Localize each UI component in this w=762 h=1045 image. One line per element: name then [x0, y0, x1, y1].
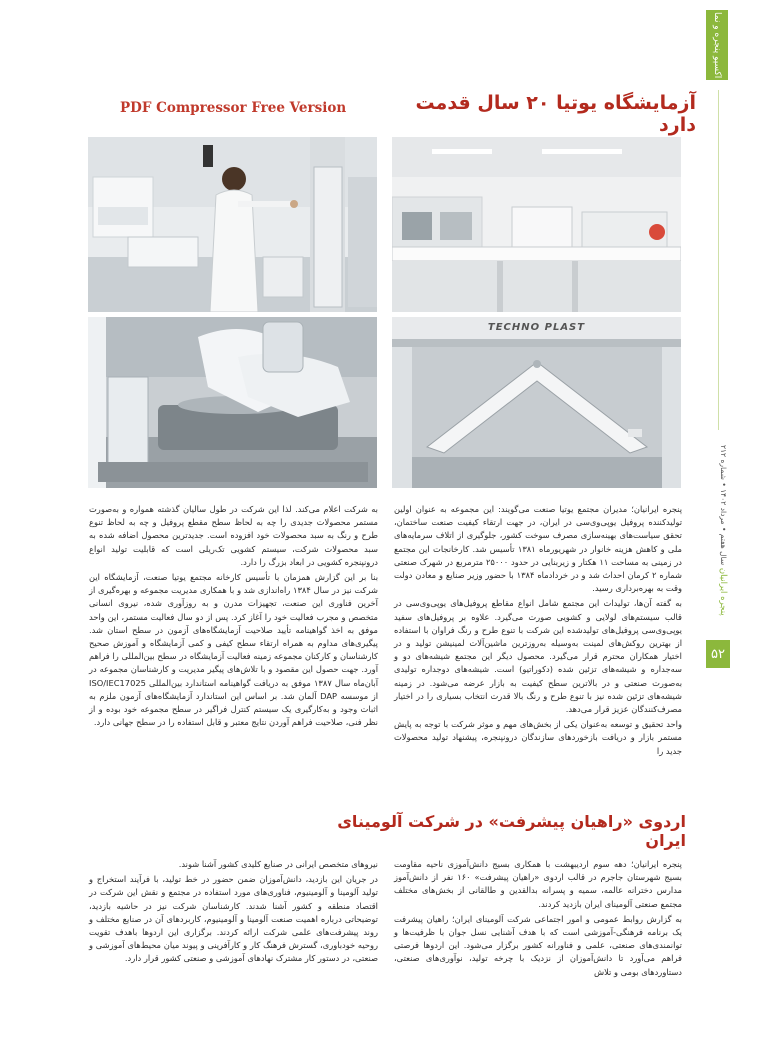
photo-sample-weighing: [88, 317, 377, 488]
lab-room-illustration: [392, 137, 681, 312]
paragraph: پنجره ایرانیان؛ دهه سوم اردیبهشت با همکاری بسیج دانش‌آموزی ناحیه مقاومت بسیج شهرستان جاجرم در قالب اردوی «راهیان پیشرفت» ۱۶۰ نفر از دانش‌آموز مدارس دخترانه عالمه، سمیه و پسرانه بدالقدین و طالقانی از بخش‌های مختلف مجتمع صنعتی آلومینای ایران بازدید کردند.: [394, 859, 682, 909]
paragraph: واحد تحقیق و توسعه به‌عنوان یکی از بخش‌های مهم و موثر شرکت با توجه به پایش مستمر بازار و دریافت بازخوردهای سازندگان درونپنجره، پیشنهاد تولید محصولات جدید را: [394, 719, 682, 756]
article2-right-column: [394, 858, 682, 981]
paragraph: در جریان این بازدید، دانش‌آموزان ضمن حضور در خط تولید، با فرآیند استخراج و تولید آلومینا و آلومینیوم، فناوری‌های مورد استفاده در مجتمع و نقش این شرکت در اقتصاد منطقه و کشور آشنا شدند. کارشناسان شرکت نیز در حاشیه بازدید، توضیحاتی درباره اهمیت صنعت آلومینا و آلومینیوم، کاربردهای آن در صنایع مختلف و روند پیشرفت‌های علمی شرکت ارائه کردند. برگزاری این اردوها باهدف تقویت روحیه خودباوری، گسترش فرهنگ کار و کارآفرینی و پیوند میان محیط‌های آموزشی و صنعتی، در دستور کار مشترک نهادهای آموزشی و صنعتی کشور قرار دارد.: [89, 874, 378, 964]
article2-left-column: [89, 858, 378, 968]
article1-title: آزمایشگاه یوتیا ۲۰ سال قدمت دارد: [415, 92, 696, 136]
article1-right-column: [394, 503, 682, 760]
watermark-text: PDF Compressor Free Version: [120, 100, 347, 116]
paragraph: نیروهای متخصص ایرانی در صنایع کلیدی کشور آشنا شوند.: [178, 859, 378, 869]
photo-lab-room: [392, 137, 681, 312]
paragraph: به گفته آن‌ها، تولیدات این مجتمع شامل انواع مقاطع پروفیل‌های یوپی‌وی‌سی در قالب سیستم‌های لولایی و کشویی صورت می‌گیرد. علاوه بر پروفیل‌های سفید یوپی‌وی‌سی پروفیل‌های تولیدشده این شرکت با تنوع طرح و رنگ فراوان با استفاده از بهترین روکش‌های لمینت به‌وسیله به‌روزترین ماشین‌آلات لمینیشن تولید و در اختیار همکاران محترم قرار می‌گیرد. محصول دیگر این مجتمع شیشه‌های دو و سه‌جداره و شیشه‌های تزئین شده (دکوراتیو) است. شیشه‌های دوجداره تولیدی به‌صورت صنعتی و در بالاترین سطح کیفیت به بازار عرضه می‌شود. در زمینه شیشه‌های تزئین شده نیز با تنوع طرح و رنگ بالا قدرت انتخاب بسیاری را در اختیار مصرف‌کنندگان عزیز قرار می‌دهد.: [394, 598, 682, 715]
sidebar-divider: [718, 90, 719, 430]
profile-frame-illustration: [392, 317, 681, 488]
magazine-strip: [707, 430, 729, 630]
section-tab: اکسپو پنجره و نما: [706, 10, 728, 80]
paragraph: به گزارش روابط عمومی و امور اجتماعی شرکت آلومینای ایران؛ راهیان پیشرفت یک برنامه فرهنگی-آموزشی است که با هدف آشنایی نسل جوان با ظرفیت‌ها و توانمندی‌های صنعتی، علمی و فناورانه کشور برگزار می‌شود. این اردوها فرصتی فراهم می‌آورد تا دانش‌آموزان از نزدیک با چرخه تولید، نوآوری‌های صنعتی، دستاوردهای بومی و تلاش: [394, 913, 682, 977]
page-number: ۵۲: [706, 640, 730, 668]
lab-scientist-illustration: [88, 137, 377, 312]
weighing-illustration: [88, 317, 377, 488]
photo-profile-frame: [392, 317, 681, 488]
paragraph: به شرکت اعلام می‌کند. لذا این شرکت در طول سالیان گذشته همواره و به‌صورت مستمر محصولات جدیدی را چه به لحاظ سطح مقطع پروفیل و چه به لحاظ تنوع طرح و رنگ به سبد محصولات خود افزوده است. جدیدترین محصول اضافه شده به سبد محصولات شرکت، سیستم کشویی تک‌ریلی است که قابلیت تولید انواع درونپنجره کشویی در ابعاد بزرگ را دارد.: [89, 504, 378, 567]
article1-left-column: [89, 503, 378, 731]
paragraph: پنجره ایرانیان؛ مدیران مجتمع یوتیا صنعت می‌گویند: این مجموعه به عنوان اولین تولیدکننده پروفیل یوپی‌وی‌سی در ایران، در جهت ارتقاء کیفیت صنعت ساختمان، تحقق سیاست‌های بهینه‌سازی مصرف سوخت کشور، جلوگیری از اتلاف سرمایه‌های ملی و کاهش هزینه خانوار در شهریورماه ۱۳۸۱ تأسیس شد. کارخانجات این مجتمع در زمینی به مساحت ۱۱ هکتار و زیربنایی در حدود ۲۵۰۰۰ مترمربع در شهرک صنعتی شماره ۲ کرمان احداث شد و در خردادماه ۱۳۸۴ با حضور وزیر صنایع و معادن دولت وقت به بهره‌برداری رسید.: [394, 504, 683, 594]
techno-plast-brand: TECHNO PLAST: [487, 322, 586, 333]
article2-title: اردوی «راهیان پیشرفت» در شرکت آلومینای ایران: [337, 812, 686, 850]
magazine-name: پنجره ایرانیان: [718, 567, 728, 616]
paragraph: بنا بر این گزارش همزمان با تأسیس کارخانه مجتمع یوتیا صنعت، آزمایشگاه این شرکت نیز در سال ۱۳۸۴ راه‌اندازی شد و با همکاری مدیریت مجموعه و بهره‌گیری از آخرین فناوری این صنعت، تجهیزات مدرن و به روزآوری شده، نیروی انسانی متخصص و مجرب فعالیت خود را آغاز کرد. پس از دو سال فعالیت مستمر، این واحد موفق به اخذ گواهینامه تأیید صلاحیت آزمایشگاه‌های آزمون در سطح استان شد. پیگیری‌های مداوم به همراه ارتقاء سطح کیفی و کمی آزمایشگاه و آموزش صحیح کارشناسان و کارکنان مجموعه زمینه فعالیت آزمایشگاه در سطح بین‌المللی را فراهم آورد. جهت حصول این مقصود و با تلاش‌های پیگیر مدیریت و کارشناسان مجموعه در آبان‌ماه سال ۱۳۸۷ موفق به دریافت گواهینامه استاندارد بین‌المللی ISO/IEC17025 از موسسه DAP آلمان شد. بر اساس این استاندارد آزمایشگاه‌های آزمون ملزم به اثبات وجود و به‌کارگیری یک سیستم کنترل فراگیر در سطح مجموعه خود بوده و از نظر فنی، صلاحیت فراهم آوردن نتایج معتبر و قابل استفاده را در سطح جهانی دارد.: [89, 572, 379, 728]
photo-lab-scientist: [88, 137, 377, 312]
issue-info: سال هفتم • مرداد ۱۴۰۲ • شماره ۲۱۲: [719, 444, 728, 565]
